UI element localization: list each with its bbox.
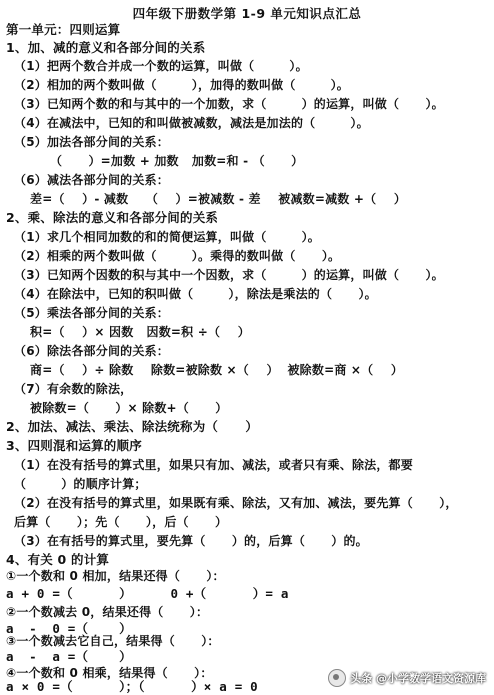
text-line: （3）已知两个因数的积与其中一个因数，求（ ）的运算，叫做（ ）。 bbox=[14, 268, 444, 282]
watermark-text: 头条 @小学数学语文资源库 bbox=[350, 672, 486, 685]
text-line: （2）相加的两个数叫做（ ），加得的数叫做（ ）。 bbox=[14, 78, 349, 92]
section-heading: 2、乘、除法的意义和各部分间的关系 bbox=[6, 210, 219, 225]
formula-line: a × 0 =（ ）；（ ）× a = 0 bbox=[6, 679, 258, 694]
text-line: ④一个数和 0 相乘，结果得（ ）： bbox=[6, 666, 213, 680]
text-line: （1）求几个相同加数的和的简便运算，叫做（ ）。 bbox=[14, 230, 320, 244]
section-heading: 4、有关 0 的计算 bbox=[6, 552, 110, 567]
text-line: （2）在没有括号的算式里，如果既有乘、除法，又有加、减法，要先算（ ）， bbox=[14, 496, 458, 510]
formula-line: 商=（ ）÷ 除数 除数=被除数 ×（ ） 被除数=商 ×（ ） bbox=[30, 363, 404, 377]
avatar-icon bbox=[328, 669, 346, 687]
formula-line: 积=（ ）× 因数 因数=积 ÷（ ） bbox=[30, 325, 250, 339]
section-heading: 2、加法、减法、乘法、除法统称为（ ） bbox=[6, 419, 259, 434]
document-title: 四年级下册数学第 1-9 单元知识点汇总 bbox=[132, 6, 362, 21]
text-line: ②一个数减去 0，结果还得（ ）： bbox=[6, 605, 209, 619]
formula-line: （ ）=加数 + 加数 加数=和 - （ ） bbox=[50, 154, 304, 168]
text-line: （1）在没有括号的算式里，如果只有加、减法，或者只有乘、除法，都要 bbox=[14, 458, 413, 472]
text-line: ③一个数减去它自己，结果得（ ）： bbox=[6, 634, 220, 648]
unit-heading: 第一单元：四则运算 bbox=[6, 22, 121, 37]
text-line: （ ）的顺序计算； bbox=[14, 477, 147, 491]
formula-line: 差=（ ）- 减数 （ ）=被减数 - 差 被减数=减数 +（ ） bbox=[30, 192, 407, 206]
section-heading: 1、加、减的意义和各部分间的关系 bbox=[6, 40, 206, 55]
formula-line: a - 0 =（ ） bbox=[6, 621, 132, 636]
text-line: （5）加法各部分间的关系： bbox=[14, 135, 169, 149]
text-line: （3）已知两个数的和与其中的一个加数，求（ ）的运算，叫做（ ）。 bbox=[14, 97, 444, 111]
text-line: （7）有余数的除法， bbox=[14, 382, 133, 396]
section-heading: 3、四则混和运算的顺序 bbox=[6, 438, 142, 453]
text-line: （3）在有括号的算式里，要先算（ ）的，后算（ ）的。 bbox=[14, 534, 368, 548]
text-line: 后算（ ）；先（ ），后（ ） bbox=[14, 515, 228, 529]
text-line: （6）减法各部分间的关系： bbox=[14, 173, 169, 187]
text-line: ①一个数和 0 相加，结果还得（ ）： bbox=[6, 569, 225, 583]
text-line: （1）把两个数合并成一个数的运算，叫做（ ）。 bbox=[14, 59, 308, 73]
text-line: （4）在除法中，已知的积叫做（ ），除法是乘法的（ ）。 bbox=[14, 287, 377, 301]
text-line: （4）在减法中，已知的和叫做被减数，减法是加法的（ ）。 bbox=[14, 116, 369, 130]
text-line: （6）除法各部分间的关系： bbox=[14, 344, 169, 358]
watermark bbox=[328, 669, 486, 687]
formula-line: 被除数=（ ）× 除数+（ ） bbox=[30, 401, 228, 415]
text-line: （2）相乘的两个数叫做（ ）。乘得的数叫做（ ）。 bbox=[14, 249, 341, 263]
text-line: （5）乘法各部分间的关系： bbox=[14, 306, 169, 320]
formula-line: a + 0 =（ ） 0 +（ ）= a bbox=[6, 586, 289, 601]
formula-line: a - a =（ ） bbox=[6, 649, 132, 664]
